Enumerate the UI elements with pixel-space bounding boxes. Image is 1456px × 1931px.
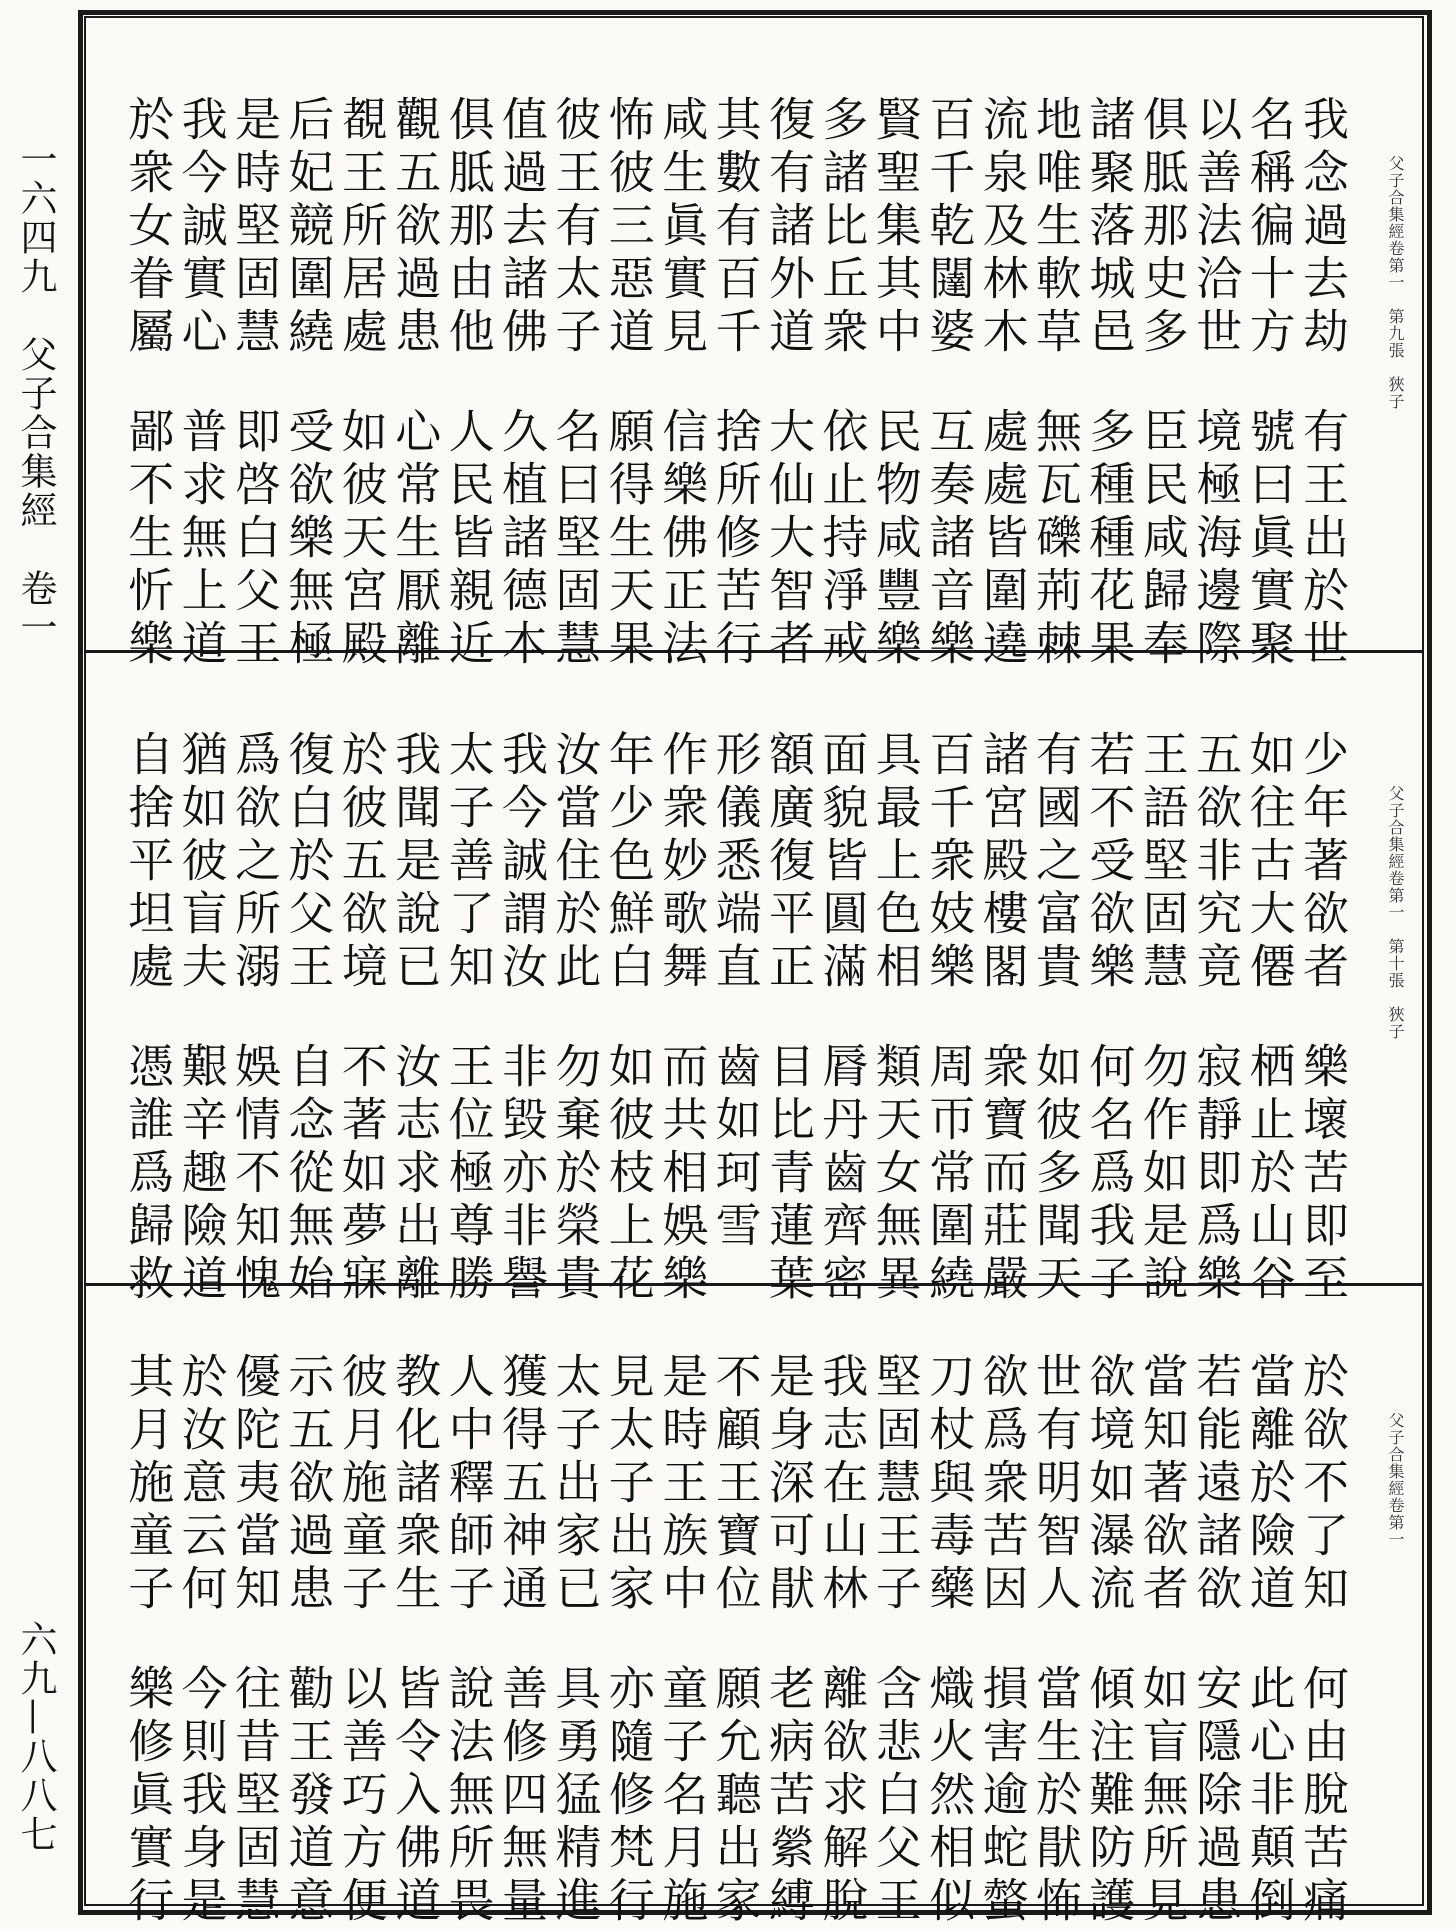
verse-line-lower: 願得生天果	[601, 407, 656, 672]
verse-line-lower: 具勇猛精進	[548, 1664, 603, 1929]
margin-page-number: 六九—八八七	[14, 1620, 57, 1854]
verse-line-lower: 寂靜即爲樂	[1189, 1042, 1244, 1307]
verse-line-upper: 若不受欲樂	[1082, 730, 1137, 995]
verse-line-upper: 若能遠諸欲	[1189, 1352, 1244, 1617]
verse-line-lower: 衆寶而莊嚴	[975, 1042, 1030, 1307]
verse-line-upper: 有國之富貴	[1029, 730, 1083, 995]
verse-line-lower: 含悲白父王	[868, 1664, 923, 1929]
verse-line-upper: 太子出家已	[548, 1352, 603, 1617]
verse-line-upper: 我志在山林	[815, 1352, 870, 1617]
verse-line-upper: 五欲非究竟	[1189, 730, 1244, 995]
verse-line-upper: 地唯生軟草	[1029, 95, 1083, 360]
verse-line-upper: 值過去諸佛	[495, 95, 549, 360]
verse-line-lower: 號曰眞實聚	[1242, 407, 1297, 672]
verse-line-lower: 類天女無異	[868, 1042, 923, 1307]
verse-line-upper: 百千乾闥婆	[922, 95, 977, 360]
verse-line-lower: 互奏諸音樂	[922, 407, 977, 672]
verse-line-lower: 處處皆圍遶	[975, 407, 1030, 672]
verse-line-upper: 咸生眞實見	[655, 95, 710, 360]
verse-line-lower: 名曰堅固慧	[548, 407, 603, 672]
verse-line-upper: 賢聖集其中	[868, 95, 923, 360]
verse-line-upper: 復有諸外道	[762, 95, 816, 360]
verse-line-lower: 久植諸德本	[495, 407, 549, 672]
verse-line-upper: 是身深可猒	[762, 1352, 816, 1617]
verse-line-upper: 爲欲之所溺	[228, 730, 282, 995]
verse-line-upper: 流泉及林木	[975, 95, 1030, 360]
verse-line-upper: 刀杖與毒藥	[922, 1352, 977, 1617]
verse-line-upper: 於彼五欲境	[334, 730, 389, 995]
verse-line-lower: 今則我身是	[174, 1664, 229, 1929]
verse-line-upper: 如往古大僊	[1242, 730, 1297, 995]
verse-line-lower: 往昔堅固慧	[228, 1664, 282, 1929]
verse-line-lower: 信樂佛正法	[655, 407, 710, 672]
verse-line-lower: 目比青蓮葉	[762, 1042, 816, 1307]
verse-line-lower: 傾注難防護	[1082, 1664, 1137, 1929]
verse-line-lower: 亦隨修梵行	[601, 1664, 656, 1929]
verse-line-lower: 而共相娛樂	[655, 1042, 710, 1307]
marginal-note: 父子合集經卷第一	[1386, 1412, 1405, 1548]
verse-line-upper: 其數有百千	[708, 95, 763, 360]
verse-line-upper: 王語堅固慧	[1135, 730, 1190, 995]
verse-line-lower: 人民皆親近	[441, 407, 496, 672]
verse-line-upper: 少年著欲者	[1296, 730, 1350, 995]
verse-line-lower: 說法無所畏	[441, 1664, 496, 1929]
verse-line-upper: 不顧王寶位	[708, 1352, 763, 1617]
verse-line-upper: 是時堅固慧	[228, 95, 282, 360]
verse-line-upper: 於衆女眷屬	[121, 95, 176, 360]
verse-line-upper: 欲境如瀑流	[1082, 1352, 1137, 1617]
verse-line-lower: 此心非顛倒	[1242, 1664, 1297, 1929]
verse-line-lower: 熾火然相似	[922, 1664, 977, 1929]
verse-line-upper: 教化諸衆生	[388, 1352, 443, 1617]
verse-line-lower: 普求無上道	[174, 407, 229, 672]
verse-line-lower: 如彼天宮殿	[334, 407, 389, 672]
verse-line-upper: 太子善了知	[441, 730, 496, 995]
verse-line-lower: 心常生厭離	[388, 407, 443, 672]
verse-line-lower: 有王出於世	[1296, 407, 1350, 672]
verse-line-upper: 於欲不了知	[1296, 1352, 1350, 1617]
verse-line-lower: 脣丹齒齊密	[815, 1042, 870, 1307]
verse-line-upper: 欲爲衆苦因	[975, 1352, 1030, 1617]
verse-line-upper: 當離於險道	[1242, 1352, 1297, 1617]
verse-line-upper: 以善法洽世	[1189, 95, 1244, 360]
verse-line-upper: 俱胝那史多	[1135, 95, 1190, 360]
verse-line-lower: 周帀常圍繞	[922, 1042, 977, 1307]
verse-line-upper: 名稱徧十方	[1242, 95, 1297, 360]
verse-line-upper: 自捨平坦處	[121, 730, 176, 995]
verse-line-lower: 願允聽出家	[708, 1664, 763, 1929]
verse-line-upper: 獲得五神通	[495, 1352, 549, 1617]
verse-line-upper: 具最上色相	[868, 730, 923, 995]
verse-line-lower: 即啓白父王	[228, 407, 282, 672]
verse-line-upper: 我聞是說已	[388, 730, 443, 995]
verse-line-upper: 當知著欲者	[1135, 1352, 1190, 1617]
marginal-note: 父子合集經卷第一 第十張 狹子	[1386, 785, 1405, 1040]
verse-line-upper: 多諸比丘衆	[815, 95, 870, 360]
verse-line-lower: 汝志求出離	[388, 1042, 443, 1307]
verse-line-upper: 后妃競圍繞	[281, 95, 336, 360]
verse-line-lower: 善修四無量	[495, 1664, 549, 1929]
verse-line-upper: 其月施童子	[121, 1352, 176, 1617]
verse-line-lower: 依止持淨戒	[815, 407, 870, 672]
verse-line-lower: 如盲無所見	[1135, 1664, 1190, 1929]
verse-line-lower: 樂壞苦即至	[1296, 1042, 1350, 1307]
verse-line-lower: 勸王發道意	[281, 1664, 336, 1929]
verse-line-upper: 復白於父王	[281, 730, 336, 995]
verse-line-upper: 示五欲過患	[281, 1352, 336, 1617]
verse-line-lower: 安隱除過患	[1189, 1664, 1244, 1929]
verse-line-upper: 諸聚落城邑	[1082, 95, 1137, 360]
margin-title: 一六四九 父子合集經 卷一	[14, 140, 57, 647]
verse-line-lower: 樂修眞實行	[121, 1664, 176, 1929]
verse-line-lower: 艱辛趣險道	[174, 1042, 229, 1307]
verse-line-lower: 損害逾蛇螫	[975, 1664, 1030, 1929]
verse-line-lower: 娛情不知愧	[228, 1042, 282, 1307]
verse-line-upper: 作衆妙歌舞	[655, 730, 710, 995]
verse-line-upper: 見太子出家	[601, 1352, 656, 1617]
verse-line-upper: 面貌皆圓滿	[815, 730, 870, 995]
verse-line-upper: 彼月施童子	[334, 1352, 389, 1617]
verse-line-upper: 猶如彼盲夫	[174, 730, 229, 995]
verse-line-lower: 自念從無始	[281, 1042, 336, 1307]
verse-line-upper: 覩王所居處	[334, 95, 389, 360]
verse-line-lower: 大仙大智者	[762, 407, 816, 672]
verse-line-upper: 額廣復平正	[762, 730, 816, 995]
verse-line-lower: 民物咸豐樂	[868, 407, 923, 672]
verse-line-upper: 形儀悉端直	[708, 730, 763, 995]
verse-line-lower: 勿作如是說	[1135, 1042, 1190, 1307]
verse-line-lower: 憑誰爲歸救	[121, 1042, 176, 1307]
verse-line-lower: 皆令入佛道	[388, 1664, 443, 1929]
verse-line-lower: 童子名月施	[655, 1664, 710, 1929]
verse-line-lower: 離欲求解脫	[815, 1664, 870, 1929]
verse-line-lower: 以善巧方便	[334, 1664, 389, 1929]
verse-line-lower: 如彼枝上花	[601, 1042, 656, 1307]
verse-line-lower: 勿棄於榮貴	[548, 1042, 603, 1307]
verse-line-lower: 捨所修苦行	[708, 407, 763, 672]
verse-line-lower: 境極海邊際	[1189, 407, 1244, 672]
verse-line-lower: 受欲樂無極	[281, 407, 336, 672]
verse-line-upper: 百千衆妓樂	[922, 730, 977, 995]
verse-line-lower: 老病苦縈縛	[762, 1664, 816, 1929]
verse-line-lower: 何由脫苦痛	[1296, 1664, 1350, 1929]
verse-line-upper: 於汝意云何	[174, 1352, 229, 1617]
verse-line-lower: 非毀亦非譽	[495, 1042, 549, 1307]
verse-line-upper: 年少色鮮白	[601, 730, 656, 995]
verse-line-lower: 何名爲我子	[1082, 1042, 1137, 1307]
verse-line-lower: 栖止於山谷	[1242, 1042, 1297, 1307]
verse-line-lower: 無瓦礫荊棘	[1029, 407, 1083, 672]
verse-line-upper: 是時王族中	[655, 1352, 710, 1617]
verse-line-upper: 觀五欲過患	[388, 95, 443, 360]
verse-line-upper: 我今誠實心	[174, 95, 229, 360]
verse-line-lower: 齒如珂雪	[708, 1042, 763, 1254]
verse-line-upper: 世有明智人	[1029, 1352, 1083, 1617]
verse-line-upper: 我念過去劫	[1296, 95, 1350, 360]
verse-line-lower: 多種種花果	[1082, 407, 1137, 672]
verse-line-upper: 優陀夷當知	[228, 1352, 282, 1617]
verse-line-lower: 不著如夢寐	[334, 1042, 389, 1307]
verse-line-upper: 彼王有太子	[548, 95, 603, 360]
verse-line-upper: 俱胝那由他	[441, 95, 496, 360]
verse-line-lower: 臣民咸歸奉	[1135, 407, 1190, 672]
verse-line-lower: 王位極尊勝	[441, 1042, 496, 1307]
verse-line-upper: 怖彼三惡道	[601, 95, 656, 360]
verse-line-upper: 諸宮殿樓閣	[975, 730, 1030, 995]
verse-line-lower: 當生於猒怖	[1029, 1664, 1083, 1929]
verse-line-upper: 我今誠謂汝	[495, 730, 549, 995]
marginal-note: 父子合集經卷第一 第九張 狹子	[1386, 155, 1405, 410]
verse-line-lower: 如彼多聞天	[1029, 1042, 1083, 1307]
verse-line-upper: 堅固慧王子	[868, 1352, 923, 1617]
verse-line-upper: 汝當住於此	[548, 730, 603, 995]
verse-line-lower: 鄙不生忻樂	[121, 407, 176, 672]
verse-line-upper: 人中釋師子	[441, 1352, 496, 1617]
